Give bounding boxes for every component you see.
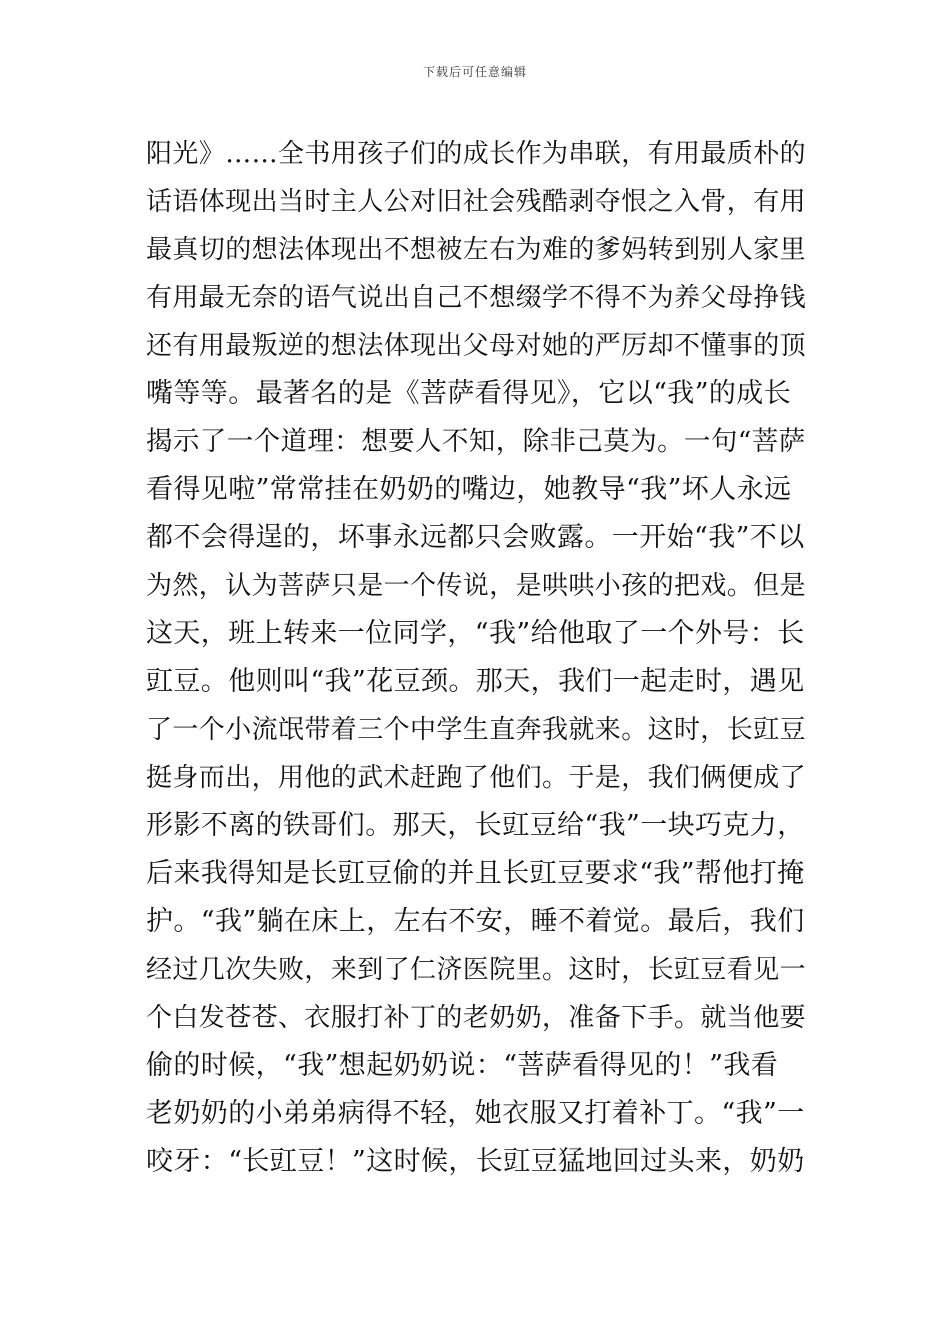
text-line: 还有用最叛逆的想法体现出父母对她的严厉却不懂事的顶 [146, 331, 807, 361]
text-line: 为然，认为菩萨只是一个传说，是哄哄小孩的把戏。但是 [146, 571, 807, 601]
text-line: 经过几次失败，来到了仁济医院里。这时，长豇豆看见一 [146, 955, 807, 985]
text-line: 这天，班上转来一位同学，“我”给他取了一个外号：长 [146, 618, 805, 649]
text-line: 咬牙：“长豇豆！”这时候，长豇豆猛地回过头来，奶奶 [146, 1146, 805, 1177]
text-line: 都不会得逞的，坏事永远都只会败露。一开始“我”不以 [146, 522, 805, 553]
text-line: 阳光》……全书用孩子们的成长作为串联，有用最质朴的 [146, 139, 807, 169]
text-line: 老奶奶的小弟弟病得不轻，她衣服又打着补丁。“我”一 [146, 1098, 805, 1129]
text-line: 有用最无奈的语气说出自己不想缀学不得不为养父母挣钱 [146, 283, 807, 313]
text-line: 看得见啦”常常挂在奶奶的嘴边，她教导“我”坏人永远 [146, 474, 792, 505]
text-line: 最真切的想法体现出不想被左右为难的爹妈转到别人家里 [146, 235, 807, 265]
text-line: 后来我得知是长豇豆偷的并且长豇豆要求“我”帮他打掩 [146, 858, 805, 889]
text-line: 个白发苍苍、衣服打补丁的老奶奶，准备下手。就当他要 [146, 1003, 807, 1033]
text-line: 偷的时候，“我”想起奶奶说：“菩萨看得见的！”我看 [146, 1050, 779, 1081]
text-line: 形影不离的铁哥们。那天，长豇豆给“我”一块巧克力， [146, 810, 805, 841]
text-line: 了一个小流氓带着三个中学生直奔我就来。这时，长豇豆 [146, 715, 807, 745]
body-text [146, 130, 808, 1186]
text-line: 话语体现出当时主人公对旧社会残酷剥夺恨之入骨，有用 [146, 187, 807, 217]
text-line: 挺身而出，用他的武术赶跑了他们。于是，我们俩便成了 [146, 763, 807, 793]
text-line: 嘴等等。最著名的是《菩萨看得见》，它以“我”的成长 [146, 378, 792, 409]
text-line: 豇豆。他则叫“我”花豆颈。那天，我们一起走时，遇见 [146, 666, 805, 697]
text-line: 揭示了一个道理：想要人不知，除非己莫为。一句“菩萨 [146, 426, 806, 457]
page-header: 下载后可任意编辑 [422, 65, 527, 79]
text-line: 护。“我”躺在床上，左右不安，睡不着觉。最后，我们 [146, 906, 805, 937]
